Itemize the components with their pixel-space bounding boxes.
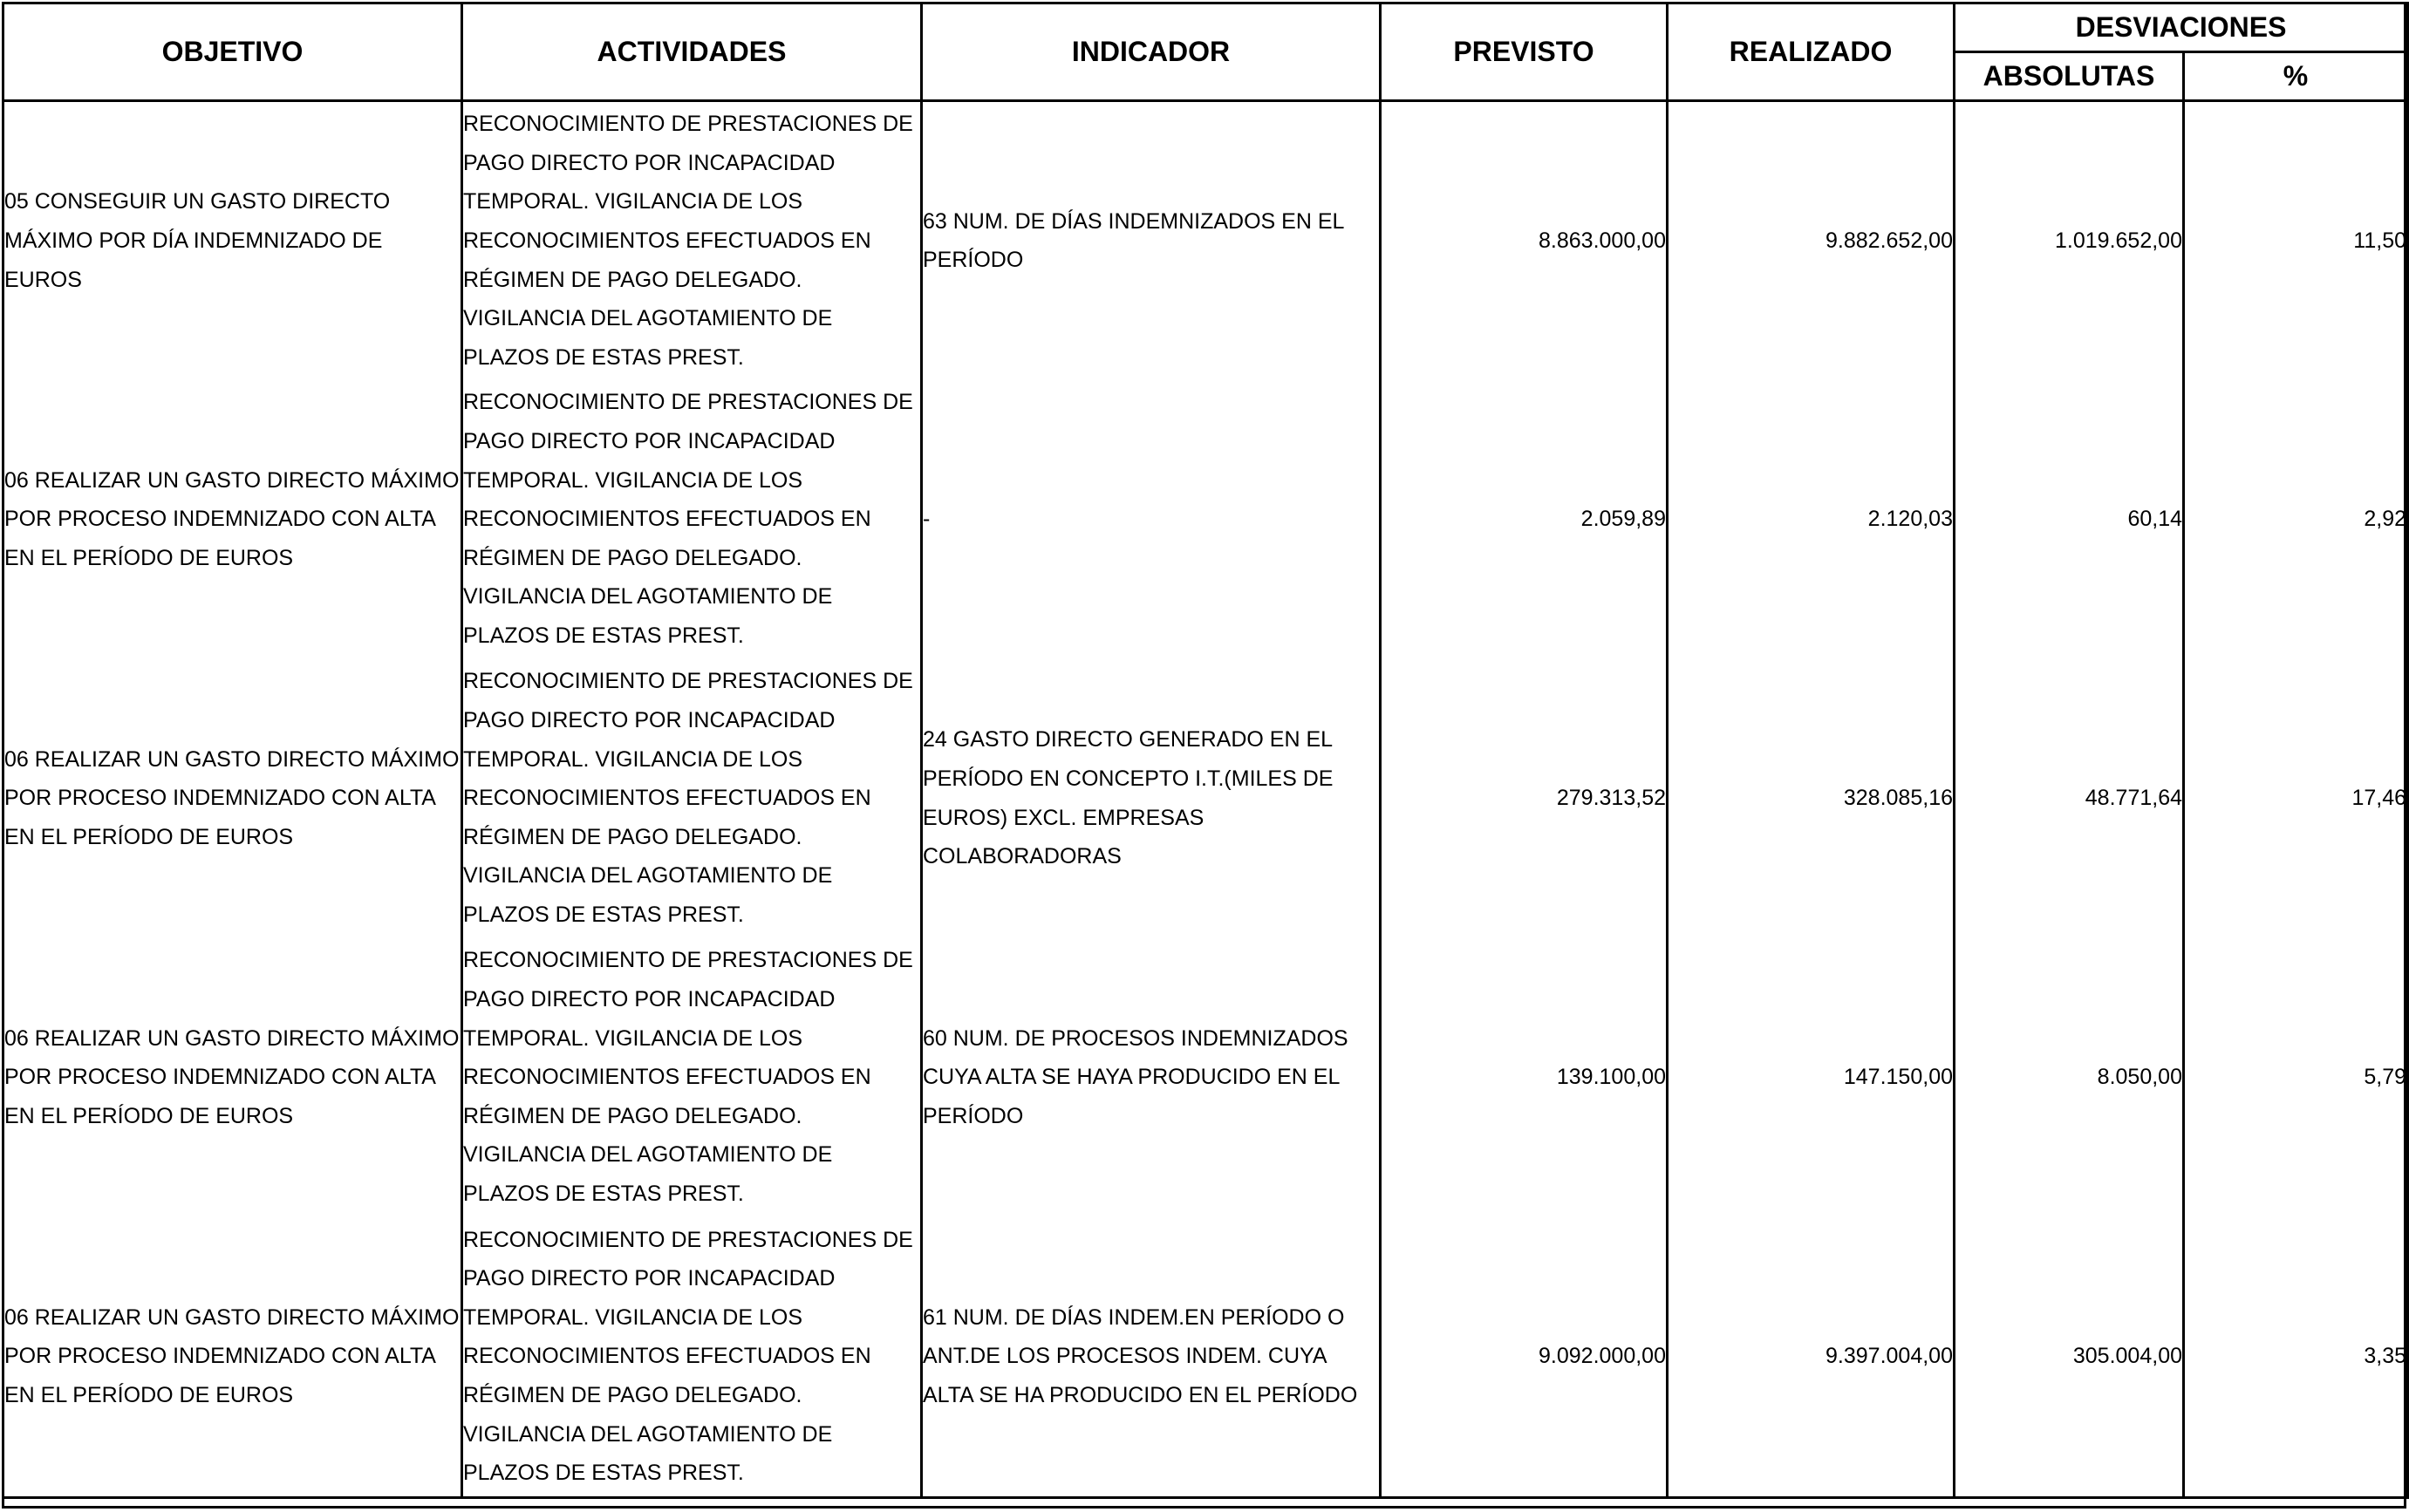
header-objetivo: OBJETIVO [3,3,462,101]
cell-absolutas: 60,14 [1955,380,2184,659]
header-indicador: INDICADOR [922,3,1381,101]
cell-indicador: - [922,380,1381,659]
cell-absolutas: 8.050,00 [1955,938,2184,1217]
cell-realizado: 147.150,00 [1668,938,1955,1217]
objectives-table [2,2,2409,1499]
cell-porcentaje: 5,79 [2184,938,2408,1217]
cell-absolutas: 1.019.652,00 [1955,101,2184,380]
cell-previsto: 279.313,52 [1381,659,1668,938]
cell-indicador: 60 NUM. DE PROCESOS INDEMNIZADOS CUYA ALTA SE HAYA PRODUCIDO EN EL PERÍODO [922,938,1381,1217]
cell-realizado: 9.882.652,00 [1668,101,1955,380]
cell-absolutas: 305.004,00 [1955,1217,2184,1498]
table-header [3,3,2408,101]
header-absolutas: ABSOLUTAS [1955,52,2184,101]
cell-previsto: 8.863.000,00 [1381,101,1668,380]
cell-previsto: 139.100,00 [1381,938,1668,1217]
cell-actividades: RECONOCIMIENTO DE PRESTACIONES DE PAGO DIRECTO POR INCAPACIDAD TEMPORAL. VIGILANCIA DE LOS RECONOCIMIENTOS EFECTUADOS EN RÉGIMEN DE PAGO DELEGADO. VIGILANCIA DEL AGOTAMIENTO DE PLAZOS DE ESTAS PREST. [462,380,922,659]
cell-indicador: 63 NUM. DE DÍAS INDEMNIZADOS EN EL PERÍODO [922,101,1381,380]
cell-indicador: 61 NUM. DE DÍAS INDEM.EN PERÍODO O ANT.DE LOS PROCESOS INDEM. CUYA ALTA SE HA PRODUCIDO EN EL PERÍODO [922,1217,1381,1498]
cell-actividades: RECONOCIMIENTO DE PRESTACIONES DE PAGO DIRECTO POR INCAPACIDAD TEMPORAL. VIGILANCIA DE LOS RECONOCIMIENTOS EFECTUADOS EN RÉGIMEN DE PAGO DELEGADO. VIGILANCIA DEL AGOTAMIENTO DE PLAZOS DE ESTAS PREST. [462,101,922,380]
header-previsto: PREVISTO [1381,3,1668,101]
cell-realizado: 328.085,16 [1668,659,1955,938]
cell-realizado: 2.120,03 [1668,380,1955,659]
cell-actividades: RECONOCIMIENTO DE PRESTACIONES DE PAGO DIRECTO POR INCAPACIDAD TEMPORAL. VIGILANCIA DE LOS RECONOCIMIENTOS EFECTUADOS EN RÉGIMEN DE PAGO DELEGADO. VIGILANCIA DEL AGOTAMIENTO DE PLAZOS DE ESTAS PREST. [462,938,922,1217]
cell-previsto: 2.059,89 [1381,380,1668,659]
header-actividades: ACTIVIDADES [462,3,922,101]
cell-objetivo: 06 REALIZAR UN GASTO DIRECTO MÁXIMO POR PROCESO INDEMNIZADO CON ALTA EN EL PERÍODO DE EUROS [3,659,462,938]
cell-actividades: RECONOCIMIENTO DE PRESTACIONES DE PAGO DIRECTO POR INCAPACIDAD TEMPORAL. VIGILANCIA DE LOS RECONOCIMIENTOS EFECTUADOS EN RÉGIMEN DE PAGO DELEGADO. VIGILANCIA DEL AGOTAMIENTO DE PLAZOS DE ESTAS PREST. [462,659,922,938]
table-body [3,101,2408,1498]
cell-porcentaje: 3,35 [2184,1217,2408,1498]
table-row [3,380,2408,659]
cell-objetivo: 06 REALIZAR UN GASTO DIRECTO MÁXIMO POR PROCESO INDEMNIZADO CON ALTA EN EL PERÍODO DE EUROS [3,1217,462,1498]
header-desviaciones: DESVIACIONES [1955,3,2408,52]
cell-absolutas: 48.771,64 [1955,659,2184,938]
table-row [3,938,2408,1217]
cell-objetivo: 05 CONSEGUIR UN GASTO DIRECTO MÁXIMO POR DÍA INDEMNIZADO DE EUROS [3,101,462,380]
header-realizado: REALIZADO [1668,3,1955,101]
table-row [3,659,2408,938]
header-porcentaje: % [2184,52,2408,101]
cell-porcentaje: 17,46 [2184,659,2408,938]
cell-porcentaje: 2,92 [2184,380,2408,659]
cell-porcentaje: 11,50 [2184,101,2408,380]
cell-indicador: 24 GASTO DIRECTO GENERADO EN EL PERÍODO EN CONCEPTO I.T.(MILES DE EUROS) EXCL. EMPRESAS COLABORADORAS [922,659,1381,938]
cell-actividades: RECONOCIMIENTO DE PRESTACIONES DE PAGO DIRECTO POR INCAPACIDAD TEMPORAL. VIGILANCIA DE LOS RECONOCIMIENTOS EFECTUADOS EN RÉGIMEN DE PAGO DELEGADO. VIGILANCIA DEL AGOTAMIENTO DE PLAZOS DE ESTAS PREST. [462,1217,922,1498]
cell-previsto: 9.092.000,00 [1381,1217,1668,1498]
cell-realizado: 9.397.004,00 [1668,1217,1955,1498]
cell-objetivo: 06 REALIZAR UN GASTO DIRECTO MÁXIMO POR PROCESO INDEMNIZADO CON ALTA EN EL PERÍODO DE EUROS [3,938,462,1217]
table-row [3,101,2408,380]
table-row [3,1217,2408,1498]
cell-objetivo: 06 REALIZAR UN GASTO DIRECTO MÁXIMO POR PROCESO INDEMNIZADO CON ALTA EN EL PERÍODO DE EUROS [3,380,462,659]
